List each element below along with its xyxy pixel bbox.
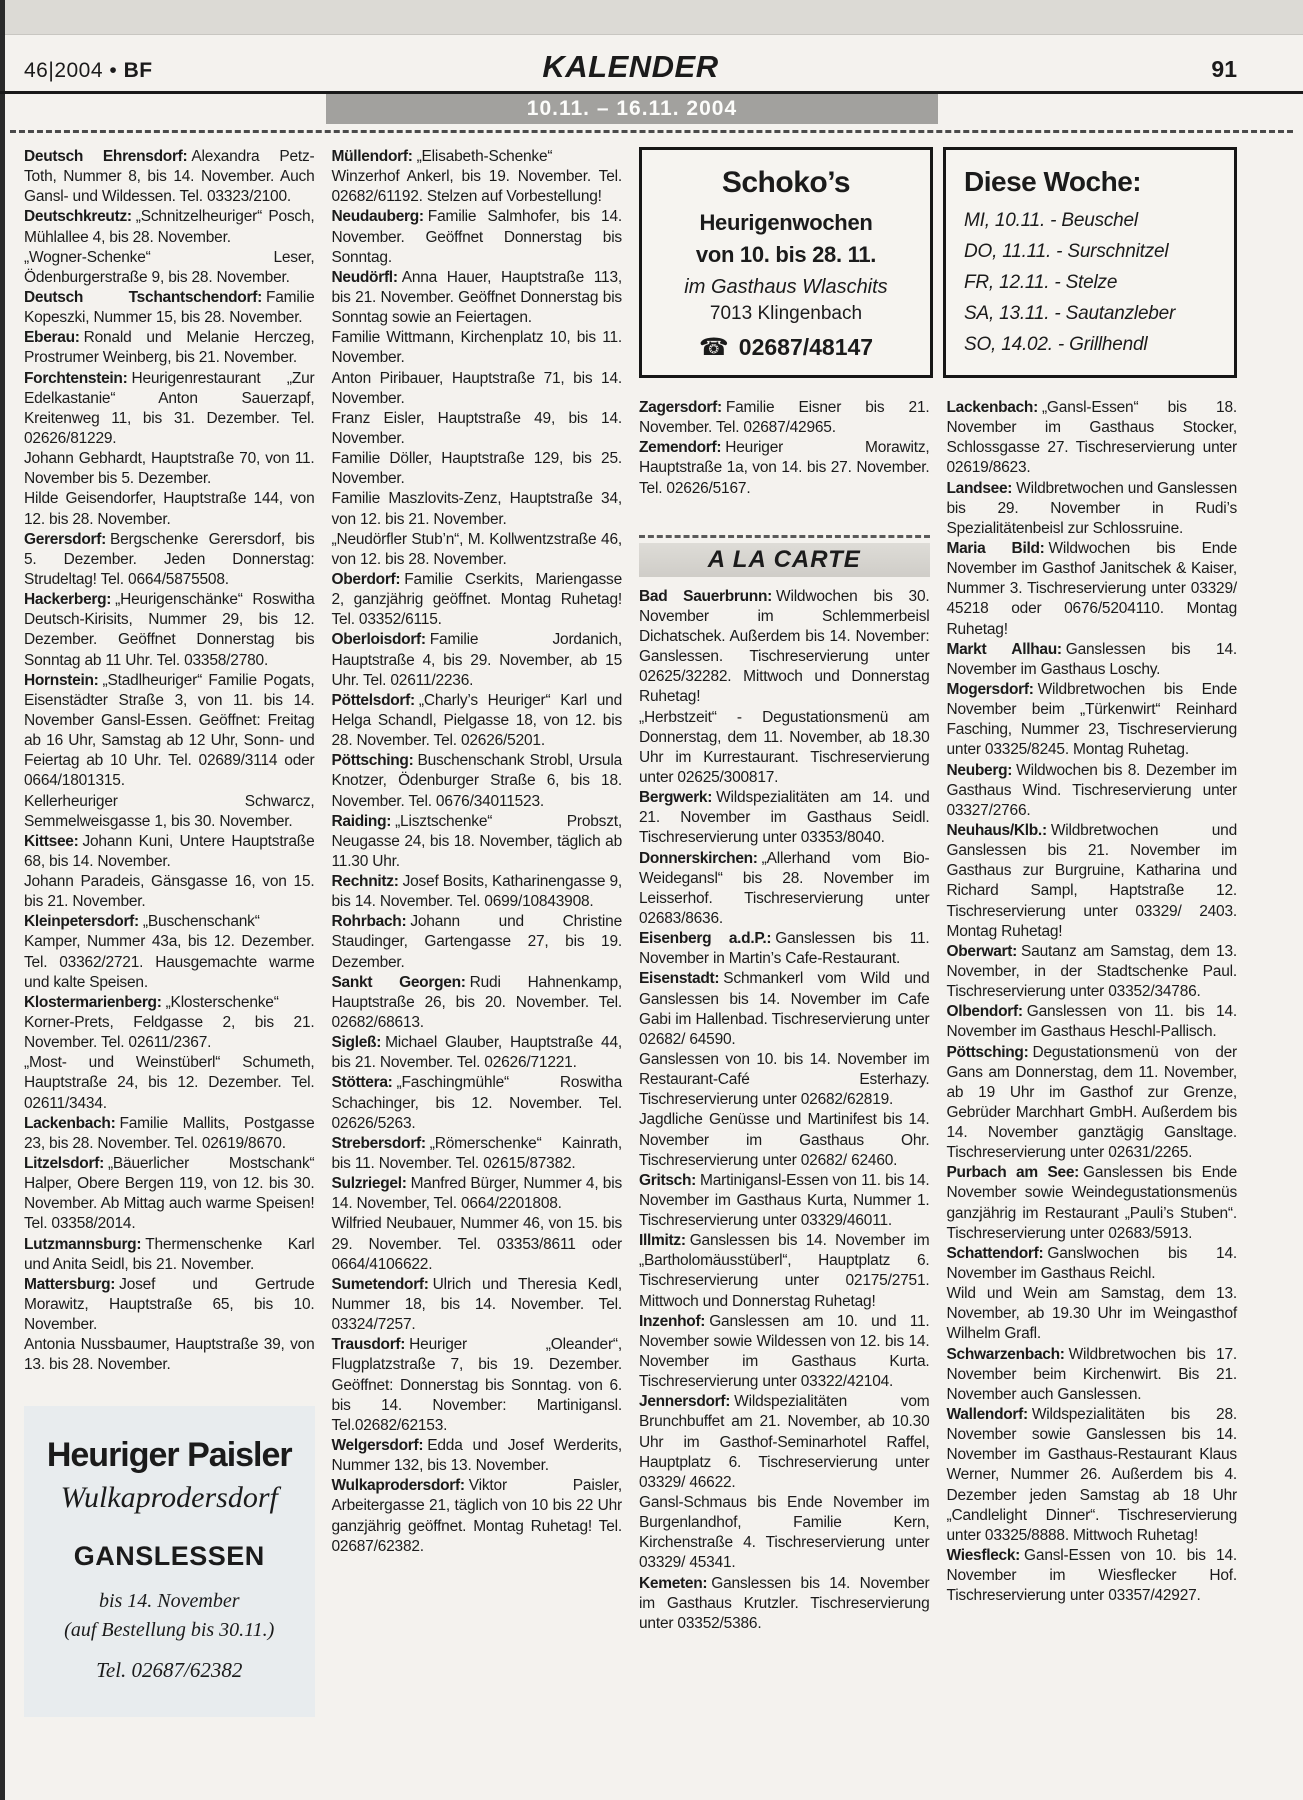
listing-entry xyxy=(24,590,315,671)
paisler-ad-phone: Tel. 02687/62382 xyxy=(96,1657,243,1682)
town-name: Olbendorf: xyxy=(946,1003,1023,1021)
entry-text: Hilde Geisendorfer, Hauptstraße 144, von 12. bis 28. November. xyxy=(24,490,315,528)
listing-entry xyxy=(947,398,1238,479)
listing-entry xyxy=(639,788,930,848)
entry-text: Ganslessen bis 14. November im „Bartholomäusstüberl“, Hauptplatz 6. Tischreservierung unter 02175/2751. Mittwoch und Donnerstag Ruhetag! xyxy=(639,1232,930,1310)
listing-entry xyxy=(332,1214,623,1274)
date-range-bar: 10.11. – 16.11. 2004 xyxy=(326,94,938,124)
entry-text: Ganslessen bis 14. November im Gasthaus Krutzler. Tischreservierung unter 03352/5386. xyxy=(639,1574,930,1632)
entry-text: Manfred Bürger, Nummer 4, bis 14. November, Tel. 0664/2201808. xyxy=(331,1175,622,1213)
town-name: Neudauberg: xyxy=(331,208,424,226)
listing-entry xyxy=(332,489,623,529)
entry-text: Familie Döller, Hauptstraße 129, bis 25. November. xyxy=(331,450,622,488)
town-name: Welgersdorf: xyxy=(331,1437,424,1454)
listing-entry xyxy=(639,438,930,498)
header-rule xyxy=(0,91,1303,124)
paisler-ad-title: Heuriger Paisler xyxy=(46,1435,292,1474)
listing-entry xyxy=(24,1275,315,1335)
column-3-entries xyxy=(639,587,930,1634)
entry-text: Familie Wittmann, Kirchenplatz 10, bis 11. November. xyxy=(331,329,622,367)
listing-entry xyxy=(332,328,623,368)
town-name: Kittsee: xyxy=(24,832,79,850)
entry-text: „Lisztschenke“ Probszt, Neugasse 24, bis 18. November, täglich ab 11.30 Uhr. xyxy=(331,812,622,870)
entry-text: Martinigansl-Essen von 11. bis 14. November im Gasthaus Kurta, Nummer 1. Tischreservierung unter 03329/46011. xyxy=(639,1171,930,1230)
entry-text: Viktor Paisler, Arbeitergasse 21, täglich von 10 bis 22 Uhr ganzjährig geöffnet. Montag Ruhetag! Tel. 02687/62382. xyxy=(331,1477,622,1555)
entry-text: „Faschingmühle“ Roswitha Schachinger, bis 12. November. Tel. 02626/5263. xyxy=(331,1074,622,1132)
entry-text: Johann Gebhardt, Hauptstraße 70, von 11. November bis 5. Dezember. xyxy=(24,450,315,488)
town-name: Wulkaprodersdorf: xyxy=(331,1477,465,1495)
listing-entry xyxy=(24,288,315,328)
entry-text: „Wogner-Schenke“ Leser, Ödenburgerstraße 9, bis 28. November. xyxy=(24,248,315,286)
listing-entry xyxy=(24,993,315,1053)
town-name: Wallendorf: xyxy=(946,1406,1028,1424)
town-name: Sumetendorf: xyxy=(331,1275,429,1293)
diese-woche-box xyxy=(943,147,1237,378)
town-name: Donnerskirchen: xyxy=(639,849,758,867)
dashed-divider xyxy=(10,130,1293,133)
listing-entry xyxy=(332,630,623,690)
listing-entry xyxy=(332,530,623,570)
listing-entry xyxy=(24,671,315,792)
entry-text: Anna Hauer, Hauptstraße 113, bis 21. November. Geöffnet Donnerstag bis Sonntag sowie an Feiertagen. xyxy=(331,268,622,327)
listing-entry xyxy=(24,1154,315,1235)
entry-text: „Elisabeth-Schenke“ Winzerhof Ankerl, bis 19. November. Tel. 02682/61192. Stelzen auf Vorbestellung! xyxy=(331,148,622,206)
entry-text: Buschenschank Strobl, Ursula Knotzer, Ödenburger Straße 6, bis 18. November. Tel. 0676/34011523. xyxy=(331,752,622,810)
listing-entry xyxy=(332,369,623,409)
town-name: Sankt Georgen: xyxy=(331,973,466,991)
entry-text: Heurigenrestaurant „Zur Edelkastanie“ Anton Sauerzapf, Kreitenweg 11, bis 31. Dezember. Tel. 02626/81229. xyxy=(24,369,315,447)
listing-entry xyxy=(24,248,315,288)
town-name: Markt Allhau: xyxy=(946,640,1062,658)
listing-entry xyxy=(24,1053,315,1113)
issue-label xyxy=(24,59,542,83)
town-name: Rohrbach: xyxy=(331,913,407,931)
diese-woche-item: SO, 14.02. - Grillhendl xyxy=(964,334,1148,355)
town-name: Pöttsching: xyxy=(946,1043,1029,1061)
entry-text: Johann und Christine Staudinger, Gartengasse 27, bis 19. Dezember. xyxy=(331,913,622,971)
column-4 xyxy=(947,398,1238,1634)
entry-text: „Most- und Weinstüberl“ Schumeth, Hauptstraße 24, bis 12. Dezember. Tel. 02611/3434. xyxy=(24,1054,315,1112)
listing-entry xyxy=(24,369,315,450)
listing-entry xyxy=(24,792,315,832)
listing-entry xyxy=(947,1002,1238,1042)
listing-entry xyxy=(332,1476,623,1557)
listing-entry xyxy=(639,1231,930,1312)
entry-text: Heuriger Morawitz, Hauptstraße 1a, von 14. bis 27. November. Tel. 02626/5167. xyxy=(639,439,930,497)
paisler-ad-line: (auf Bestellung bis 30.11.) xyxy=(64,1618,275,1641)
entry-text: Josef Bosits, Katharinengasse 9, bis 14. November. Tel. 0699/10843908. xyxy=(331,873,622,911)
listing-entry xyxy=(332,1335,623,1436)
town-name: Zemendorf: xyxy=(639,439,722,457)
column-3 xyxy=(639,398,930,1634)
listing-entry xyxy=(639,1110,930,1170)
entry-text: „Buschenschank“ Kamper, Nummer 43a, bis 12. Dezember. Tel. 03362/2721. Hausgemachte warme und kalte Speisen. xyxy=(24,913,315,991)
listing-entry xyxy=(24,1335,315,1375)
entry-text: Anton Piribauer, Hauptstraße 71, bis 14. November. xyxy=(331,369,622,407)
entry-text: Familie Cserkits, Mariengasse 2, ganzjährig geöffnet. Montag Ruhetag! Tel. 03352/6115. xyxy=(331,570,622,629)
listing-entry xyxy=(24,832,315,872)
column-4-entries xyxy=(947,398,1238,1606)
page-top-margin xyxy=(0,0,1303,35)
listing-entry xyxy=(947,539,1238,640)
entry-text: Jagdliche Genüsse und Martinifest bis 14. November im Gasthaus Ohr. Tischreservierung unter 02682/ 62460. xyxy=(639,1111,930,1169)
entry-text: Wildwochen bis Ende November im Gasthof Janitschek & Kaiser, Nummer 3. Tischreservierung unter 03329/ 45218 oder 0676/5204110. Montag Ruhetag! xyxy=(946,539,1238,638)
entry-text: Wildspezialitäten vom Brunchbuffet am 21. November, ab 10.30 Uhr im Gasthof-Seminarhotel Raffel, Hauptplatz 6. Tischreservierung unter 03329/ 46622. xyxy=(639,1393,930,1491)
town-name: Sigleß: xyxy=(331,1034,382,1052)
brand-abbrev: BF xyxy=(123,59,153,82)
diese-woche-item: MI, 10.11. - Beuschel xyxy=(964,210,1138,231)
entry-text: Rudi Hahnenkamp, Hauptstraße 26, bis 20. November. Tel. 02682/68613. xyxy=(331,973,622,1032)
listing-entry xyxy=(947,942,1238,1002)
town-name: Müllendorf: xyxy=(331,148,413,165)
town-name: Illmitz: xyxy=(639,1232,686,1250)
entry-text: „Stadlheuriger“ Familie Pogats, Eisenstädter Straße 3, von 11. bis 14. November Gansl-Essen. Geöffnet: Freitag ab 16 Uhr, Samstag ab 12 Uhr, Sonn- und Feiertag ab 10 Uhr. Tel. 02689/3114 oder 0664/1801315. xyxy=(24,671,315,790)
town-name: Landsee: xyxy=(946,479,1013,497)
columns-3-4 xyxy=(639,147,1237,1717)
diese-woche-item: SA, 13.11. - Sautanzleber xyxy=(964,303,1176,324)
paisler-ad-headline: GANSLESSEN xyxy=(73,1540,265,1571)
entry-text: Ganslessen bis 14. November im Gasthaus Loschy. xyxy=(946,640,1238,678)
entry-text: „Herbstzeit“ - Degustationsmenü am Donnerstag, dem 11. November, ab 18.30 Uhr im Kurrestaurant. Tischreservierung unter 02625/300817. xyxy=(639,708,930,786)
town-name: Wiesfleck: xyxy=(946,1547,1021,1565)
town-name: Forchtenstein: xyxy=(24,369,128,387)
town-name: Sulzriegel: xyxy=(331,1175,407,1193)
listing-entry xyxy=(947,479,1238,539)
schokos-ad-line: Heurigenwochen xyxy=(699,210,873,235)
diese-woche-item: DO, 11.11. - Surschnitzel xyxy=(964,241,1169,262)
listing-entry xyxy=(24,1235,315,1275)
town-name: Kleinpetersdorf: xyxy=(24,913,139,931)
listings-area xyxy=(0,143,1303,1717)
entry-text: Kellerheuriger Schwarcz, Semmelweisgasse 1, bis 30. November. xyxy=(24,792,315,830)
entry-text: Michael Glauber, Hauptstraße 44, bis 21. November. Tel. 02626/71221. xyxy=(331,1034,622,1072)
listing-entry xyxy=(24,207,315,247)
issue-number: 46|2004 • xyxy=(24,59,118,82)
entry-text: Wildbretwochen und Ganslessen bis 21. November im Gasthaus zur Burgruine, Katharina und Richard Sampl, Haptstraße 12. Tischreservierung unter 03329/ 2403. Montag Ruhetag! xyxy=(946,821,1237,940)
entry-text: Familie Mallits, Postgasse 23, bis 28. November. Tel. 02619/8670. xyxy=(24,1114,315,1152)
town-name: Lackenbach: xyxy=(946,399,1038,416)
scan-edge xyxy=(0,0,5,1800)
paisler-ad-location: Wulkaprodersdorf xyxy=(60,1480,278,1514)
right-columns xyxy=(639,398,1237,1634)
a-la-carte-section xyxy=(639,535,930,577)
entry-text: Gansl-Essen von 10. bis 14. November im Wiesflecker Hof. Tischreservierung unter 03357/42927. xyxy=(946,1547,1237,1605)
town-name: Eisenstadt: xyxy=(639,970,720,988)
listing-entry xyxy=(947,1405,1238,1546)
entry-text: Schmankerl vom Wild und Ganslessen bis 14. November im Cafe Gabi im Hallenbad. Tischreservierung unter 02682/ 64590. xyxy=(639,970,930,1048)
listing-entry xyxy=(947,640,1238,680)
schokos-ad-title: Schoko’s xyxy=(721,166,851,199)
listing-entry xyxy=(639,969,930,1050)
column-2 xyxy=(332,147,623,1717)
listing-entry xyxy=(947,1345,1238,1405)
entry-text: Wilfried Neubauer, Nummer 46, von 15. bis 29. November. Tel. 03353/8611 oder 0664/4106622. xyxy=(331,1215,622,1273)
town-name: Eisenberg a.d.P.: xyxy=(639,930,772,948)
listing-entry xyxy=(947,680,1238,761)
diese-woche-title: Diese Woche: xyxy=(964,166,1142,197)
entry-text: Ganslessen von 11. bis 14. November im Gasthaus Heschl-Pallisch. xyxy=(946,1003,1237,1041)
entry-text: „Römerschenke“ Kainrath, bis 11. November. Tel. 02615/87382. xyxy=(331,1134,622,1173)
town-name: Hackerberg: xyxy=(24,591,112,609)
listing-entry xyxy=(639,1050,930,1110)
town-name: Deutsch Tschantschendorf: xyxy=(24,288,262,306)
entry-text: Josef und Gertrude Morawitz, Hauptstraße 65, bis 10. November. xyxy=(24,1275,315,1334)
column-1-entries xyxy=(24,147,315,1376)
entry-text: Johann Paradeis, Gänsgasse 16, von 15. bis 21. November. xyxy=(24,873,315,911)
listing-entry xyxy=(947,1163,1238,1244)
listing-entry xyxy=(332,449,623,489)
entry-text: Gansl-Schmaus bis Ende November im Burgenlandhof, Familie Kern, Kirchenstraße 4. Tischreservierung unter 03329/ 45341. xyxy=(639,1494,930,1572)
listing-entry xyxy=(639,1493,930,1574)
a-la-carte-header: A LA CARTE xyxy=(639,543,930,577)
entry-text: Degustationsmenü von der Gans am Donnerstag, dem 11. November, ab 19 Uhr im Gasthof zur Grenze, Gebrüder Marchhart GmbH. Außerdem bis 14. November ganztägig Gansltage. Tischreservierung unter 02631/2265. xyxy=(946,1043,1237,1162)
entry-text: Ronald und Melanie Herczeg, Prostrumer Weinberg, bis 21. November. xyxy=(24,329,315,367)
town-name: Rechnitz: xyxy=(331,873,399,891)
entry-text: Wild und Wein am Samstag, dem 13. November, ab 19.30 Uhr im Weingasthof Wilhelm Grafl. xyxy=(946,1285,1237,1343)
town-name: Purbach am See: xyxy=(946,1164,1080,1182)
entry-text: „Neudörfler Stub’n“, M. Kollwentzstraße 46, von 12. bis 28. November. xyxy=(331,530,622,568)
entry-text: Familie Maszlovits-Zenz, Hauptstraße 34, von 12. bis 21. November. xyxy=(331,490,622,528)
entry-text: „Gansl-Essen“ bis 18. November im Gasthaus Stocker, Schlossgasse 27. Tischreservierung unter 02619/8623. xyxy=(946,399,1237,477)
town-name: Schwarzenbach: xyxy=(946,1345,1065,1363)
listing-entry xyxy=(332,1134,623,1174)
phone-number: 02687/48147 xyxy=(738,334,874,360)
schokos-ad-venue: im Gasthaus Wlaschits xyxy=(684,276,888,298)
town-name: Schattendorf: xyxy=(946,1244,1044,1262)
town-name: Oberwart: xyxy=(946,942,1018,960)
town-name: Neudörfl: xyxy=(331,268,398,286)
column-2-entries xyxy=(332,147,623,1557)
entry-text: Familie Jordanich, Hauptstraße 4, bis 29. November, ab 15 Uhr. Tel. 02611/2236. xyxy=(331,631,622,689)
entry-text: „Allerhand vom Bio-Weidegansl“ bis 28. November im Leisserhof. Tischreservierung unter 02683/8636. xyxy=(639,849,930,927)
town-name: Neuberg: xyxy=(946,761,1013,779)
listing-entry xyxy=(24,489,315,529)
listing-entry xyxy=(947,1244,1238,1284)
listing-entry xyxy=(24,872,315,912)
listing-entry xyxy=(332,570,623,630)
entry-text: Johann Kuni, Untere Hauptstraße 68, bis 14. November. xyxy=(24,832,315,870)
entry-text: Familie Eisner bis 21. November. Tel. 02687/42965. xyxy=(639,399,930,437)
town-name: Deutschkreutz: xyxy=(24,208,132,226)
entry-text: „Schnitzelheuriger“ Posch, Mühlallee 4, bis 28. November. xyxy=(24,208,315,246)
town-name: Deutsch Ehrensdorf: xyxy=(24,148,188,165)
listing-entry xyxy=(639,1574,930,1634)
listing-entry xyxy=(332,207,623,267)
entry-text: „Klosterschenke“ Korner-Prets, Feldgasse 2, bis 21. November. Tel. 02611/2367. xyxy=(24,993,315,1052)
entry-text: Wildbretwochen und Ganslessen bis 29. November in Rudi’s Spezialitätenbeisl zur Schlossruine. xyxy=(946,479,1237,537)
town-name: Kemeten: xyxy=(639,1574,708,1592)
town-name: Lutzmannsburg: xyxy=(24,1235,142,1253)
listing-entry xyxy=(332,812,623,872)
town-name: Mogersdorf: xyxy=(946,680,1034,698)
town-name: Strebersdorf: xyxy=(331,1134,426,1152)
entry-text: Wildwochen bis 30. November im Schlemmerbeisl Dichatschek. Außerdem bis 14. November: Ganslessen. Tischreservierung unter 02625/32282. Mittwoch und Donnerstag Ruhetag! xyxy=(639,587,930,706)
entry-text: Ganslessen von 10. bis 14. November im Restaurant-Café Esterhazy. Tischreservierung unter 02682/62819. xyxy=(639,1050,930,1109)
town-name: Gerersdorf: xyxy=(24,530,106,548)
column-1 xyxy=(24,147,315,1717)
town-name: Jennersdorf: xyxy=(639,1393,731,1411)
phone-icon: ☎ xyxy=(698,334,729,361)
listing-entry xyxy=(24,912,315,993)
entry-text: Familie Salmhofer, bis 14. November. Geöffnet Donnerstag bis Sonntag. xyxy=(331,208,622,266)
listing-entry xyxy=(24,328,315,368)
listing-entry xyxy=(332,268,623,328)
listing-entry xyxy=(332,1174,623,1214)
town-name: Eberau: xyxy=(24,329,80,347)
entry-text: Sautanz am Samstag, dem 13. November, in der Stadtschenke Paul. Tischreservierung unter 03352/34786. xyxy=(946,942,1237,1001)
listing-entry xyxy=(639,398,930,438)
listing-entry xyxy=(24,449,315,489)
page-number: 91 xyxy=(1211,56,1238,82)
listing-entry xyxy=(332,1436,623,1476)
entry-text: Wildbretwochen bis 17. November beim Kirchenwirt. Bis 21. November auch Ganslessen. xyxy=(946,1345,1237,1403)
town-name: Neuhaus/Klb.: xyxy=(946,821,1047,839)
listing-entry xyxy=(639,849,930,930)
schokos-ad-phone xyxy=(648,333,924,362)
listing-entry xyxy=(332,1275,623,1335)
listing-entry xyxy=(332,691,623,751)
entry-text: Heuriger „Oleander“, Flugplatzstraße 7, bis 19. Dezember. Geöffnet: Donnerstag bis Sonntag. von 6. bis 14. November: Martinigansl. Tel.02682/62153. xyxy=(331,1336,622,1434)
listing-entry xyxy=(947,1284,1238,1344)
listing-entry xyxy=(332,1033,623,1073)
listing-entry xyxy=(947,1043,1238,1164)
entry-text: Ganslessen am 10. und 11. November sowie Wildessen von 12. bis 14. November im Gasthaus Kurta. Tischreservierung unter 03322/42104. xyxy=(639,1312,930,1391)
listing-entry xyxy=(332,1073,623,1133)
town-name: Gritsch: xyxy=(639,1171,697,1189)
entry-text: Antonia Nussbaumer, Hauptstraße 39, von 13. bis 28. November. xyxy=(24,1336,315,1374)
ad-boxes-row xyxy=(639,147,1237,378)
listing-entry xyxy=(639,708,930,789)
entry-text: Wildwochen bis 8. Dezember im Gasthaus Wind. Tischreservierung unter 03327/2766. xyxy=(946,761,1237,819)
town-name: Zagersdorf: xyxy=(639,399,722,416)
entry-text: Edda und Josef Werderits, Nummer 132, bis 13. November. xyxy=(331,1437,622,1475)
listing-entry xyxy=(332,872,623,912)
listing-entry xyxy=(24,1114,315,1154)
entry-text: Ganslessen bis Ende November sowie Weindegustationsmenüs ganzjährig im Restaurant „Pauli’s Stuben“. Tischreservierung unter 02683/5913. xyxy=(946,1164,1237,1242)
town-name: Hornstein: xyxy=(24,671,99,689)
listing-entry xyxy=(639,929,930,969)
town-name: Klostermarienberg: xyxy=(24,993,162,1011)
paisler-ad xyxy=(24,1406,315,1717)
town-name: Inzenhof: xyxy=(639,1312,706,1330)
listing-entry xyxy=(332,973,623,1033)
town-name: Oberdorf: xyxy=(331,570,401,588)
entry-text: Familie Kopeszki, Nummer 15, bis 28. November. xyxy=(24,288,315,327)
listing-entry xyxy=(24,530,315,590)
entry-text: „Charly’s Heuriger“ Karl und Helga Schandl, Pielgasse 18, von 12. bis 28. November. Tel. 02626/5201. xyxy=(331,691,622,750)
town-name: Oberloisdorf: xyxy=(331,631,426,649)
entry-text: „Heurigenschänke“ Roswitha Deutsch-Kirisits, Nummer 29, bis 12. Dezember. Geöffnet Donnerstag bis Sonntag ab 11 Uhr. Tel. 03358/2780. xyxy=(24,591,315,669)
entry-text: Ganslessen bis 11. November in Martin’s Cafe-Restaurant. xyxy=(639,930,930,968)
listing-entry xyxy=(332,912,623,972)
listing-entry xyxy=(947,821,1238,942)
entry-text: „Bäuerlicher Mostschank“ Halper, Obere Bergen 119, von 12. bis 30. November. Ab Mittag auch warme Speisen! Tel. 03358/2014. xyxy=(24,1155,315,1233)
listing-entry xyxy=(332,409,623,449)
listing-entry xyxy=(947,761,1238,821)
entry-text: Wildspezialitäten bis 28. November sowie Ganslessen bis 14. November im Gasthaus-Restaurant Klaus Werner, Nummer 26. Außerdem bis 4. Dezember jeden Samstag ab 18 Uhr „Candlelight Dinner“. Tischreservierung unter 03325/8888. Mittwoch Ruhetag! xyxy=(946,1406,1237,1544)
column-3-top-entries xyxy=(639,398,930,499)
listing-entry xyxy=(332,751,623,811)
entry-text: Thermenschenke Karl und Anita Seidl, bis 21. November. xyxy=(24,1235,315,1273)
schokos-ad-line: von 10. bis 28. 11. xyxy=(695,242,877,267)
town-name: Litzelsdorf: xyxy=(24,1155,104,1173)
listing-entry xyxy=(639,1312,930,1393)
listing-entry xyxy=(639,1392,930,1493)
town-name: Trausdorf: xyxy=(331,1336,406,1354)
town-name: Stöttera: xyxy=(331,1074,393,1092)
entry-text: Bergschenke Gerersdorf, bis 5. Dezember. Jeden Donnerstag: Strudeltag! Tel. 0664/5875508. xyxy=(24,530,315,588)
listing-entry xyxy=(24,147,315,207)
page-title: KALENDER xyxy=(542,49,719,84)
town-name: Bad Sauerbrunn: xyxy=(639,587,773,605)
schokos-ad xyxy=(639,147,933,378)
diese-woche-item: FR, 12.11. - Stelze xyxy=(964,272,1118,293)
town-name: Pöttsching: xyxy=(331,752,414,770)
paisler-ad-line: bis 14. November xyxy=(98,1589,240,1612)
entry-text: Alexandra Petz-Toth, Nummer 8, bis 14. November. Auch Gansl- und Wildessen. Tel. 03323/2100. xyxy=(24,148,315,206)
diese-woche-list xyxy=(964,210,1218,356)
town-name: Pöttelsdorf: xyxy=(331,691,415,709)
listing-entry xyxy=(639,1171,930,1231)
town-name: Maria Bild: xyxy=(946,539,1045,557)
town-name: Bergwerk: xyxy=(639,789,713,807)
schokos-ad-address: 7013 Klingenbach xyxy=(709,303,863,324)
listing-entry xyxy=(639,587,930,708)
entry-text: Ganslwochen bis 14. November im Gasthaus Reichl. xyxy=(946,1244,1237,1283)
entry-text: Franz Eisler, Hauptstraße 49, bis 14. November. xyxy=(331,409,622,447)
entry-text: Wildspezialitäten am 14. und 21. November im Gasthaus Seidl. Tischreservierung unter 03353/8040. xyxy=(639,789,930,847)
town-name: Raiding: xyxy=(331,812,392,830)
page-header xyxy=(0,35,1303,91)
town-name: Lackenbach: xyxy=(24,1114,116,1132)
listing-entry xyxy=(332,147,623,207)
entry-text: Wildbretwochen bis Ende November beim „Türkenwirt“ Reinhard Fasching, Nummer 23, Tischreservierung unter 03325/8245. Montag Ruhetag. xyxy=(946,680,1237,759)
entry-text: Ulrich und Theresia Kedl, Nummer 18, bis 14. November. Tel. 03324/7257. xyxy=(331,1275,622,1334)
listing-entry xyxy=(947,1546,1238,1606)
town-name: Mattersburg: xyxy=(24,1275,116,1293)
